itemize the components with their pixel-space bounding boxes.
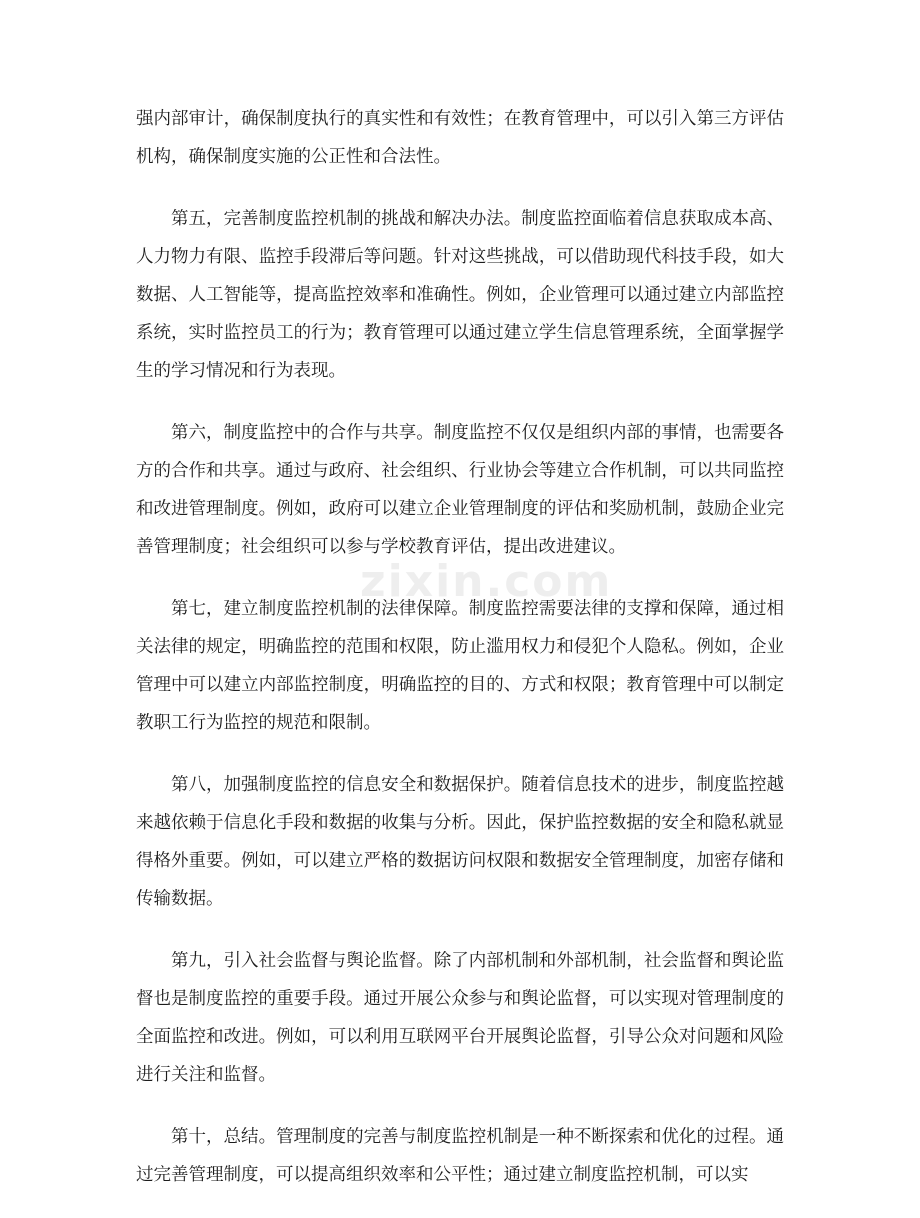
paragraph-fifth: 第五，完善制度监控机制的挑战和解决办法。制度监控面临着信息获取成本高、人力物力有限、监控手段滞后等问题。针对这些挑战，可以借助现代科技手段，如大数据、人工智能等，提高监控效率和准确性。例如，企业管理可以通过建立内部监控系统，实时监控员工的行为；教育管理可以通过建立学生信息管理系统，全面掌握学生的学习情况和行为表现。: [136, 209, 784, 381]
paragraph-tenth: 第十，总结。管理制度的完善与制度监控机制是一种不断探索和优化的过程。通过完善管理制度，可以提高组织效率和公平性；通过建立制度监控机制，可以实: [136, 1127, 784, 1185]
paragraph-continuation: 强内部审计，确保制度执行的真实性和有效性；在教育管理中，可以引入第三方评估机构，确保制度实施的公正性和合法性。: [136, 109, 784, 167]
paragraph-eighth: 第八，加强制度监控的信息安全和数据保护。随着信息技术的进步，制度监控越来越依赖于信息化手段和数据的收集与分析。因此，保护监控数据的安全和隐私就显得格外重要。例如，可以建立严格的数据访问权限和数据安全管理制度，加密存储和传输数据。: [136, 775, 784, 909]
watermark: zixin.com: [360, 556, 613, 607]
paragraph-seventh: 第七，建立制度监控机制的法律保障。制度监控需要法律的支撑和保障，通过相关法律的规定，明确监控的范围和权限，防止滥用权力和侵犯个人隐私。例如，企业管理中可以建立内部监控制度，明确监控的目的、方式和权限；教育管理中可以制定教职工行为监控的规范和限制。: [136, 599, 784, 733]
document-page: [136, 100, 784, 1218]
paragraph-ninth: 第九，引入社会监督与舆论监督。除了内部机制和外部机制，社会监督和舆论监督也是制度监控的重要手段。通过开展公众参与和舆论监督，可以实现对管理制度的全面监控和改进。例如，可以利用互联网平台开展舆论监督，引导公众对问题和风险进行关注和监督。: [136, 951, 784, 1085]
paragraph-sixth: 第六，制度监控中的合作与共享。制度监控不仅仅是组织内部的事情，也需要各方的合作和共享。通过与政府、社会组织、行业协会等建立合作机制，可以共同监控和改进管理制度。例如，政府可以建立企业管理制度的评估和奖励机制，鼓励企业完善管理制度；社会组织可以参与学校教育评估，提出改进建议。: [136, 423, 784, 557]
